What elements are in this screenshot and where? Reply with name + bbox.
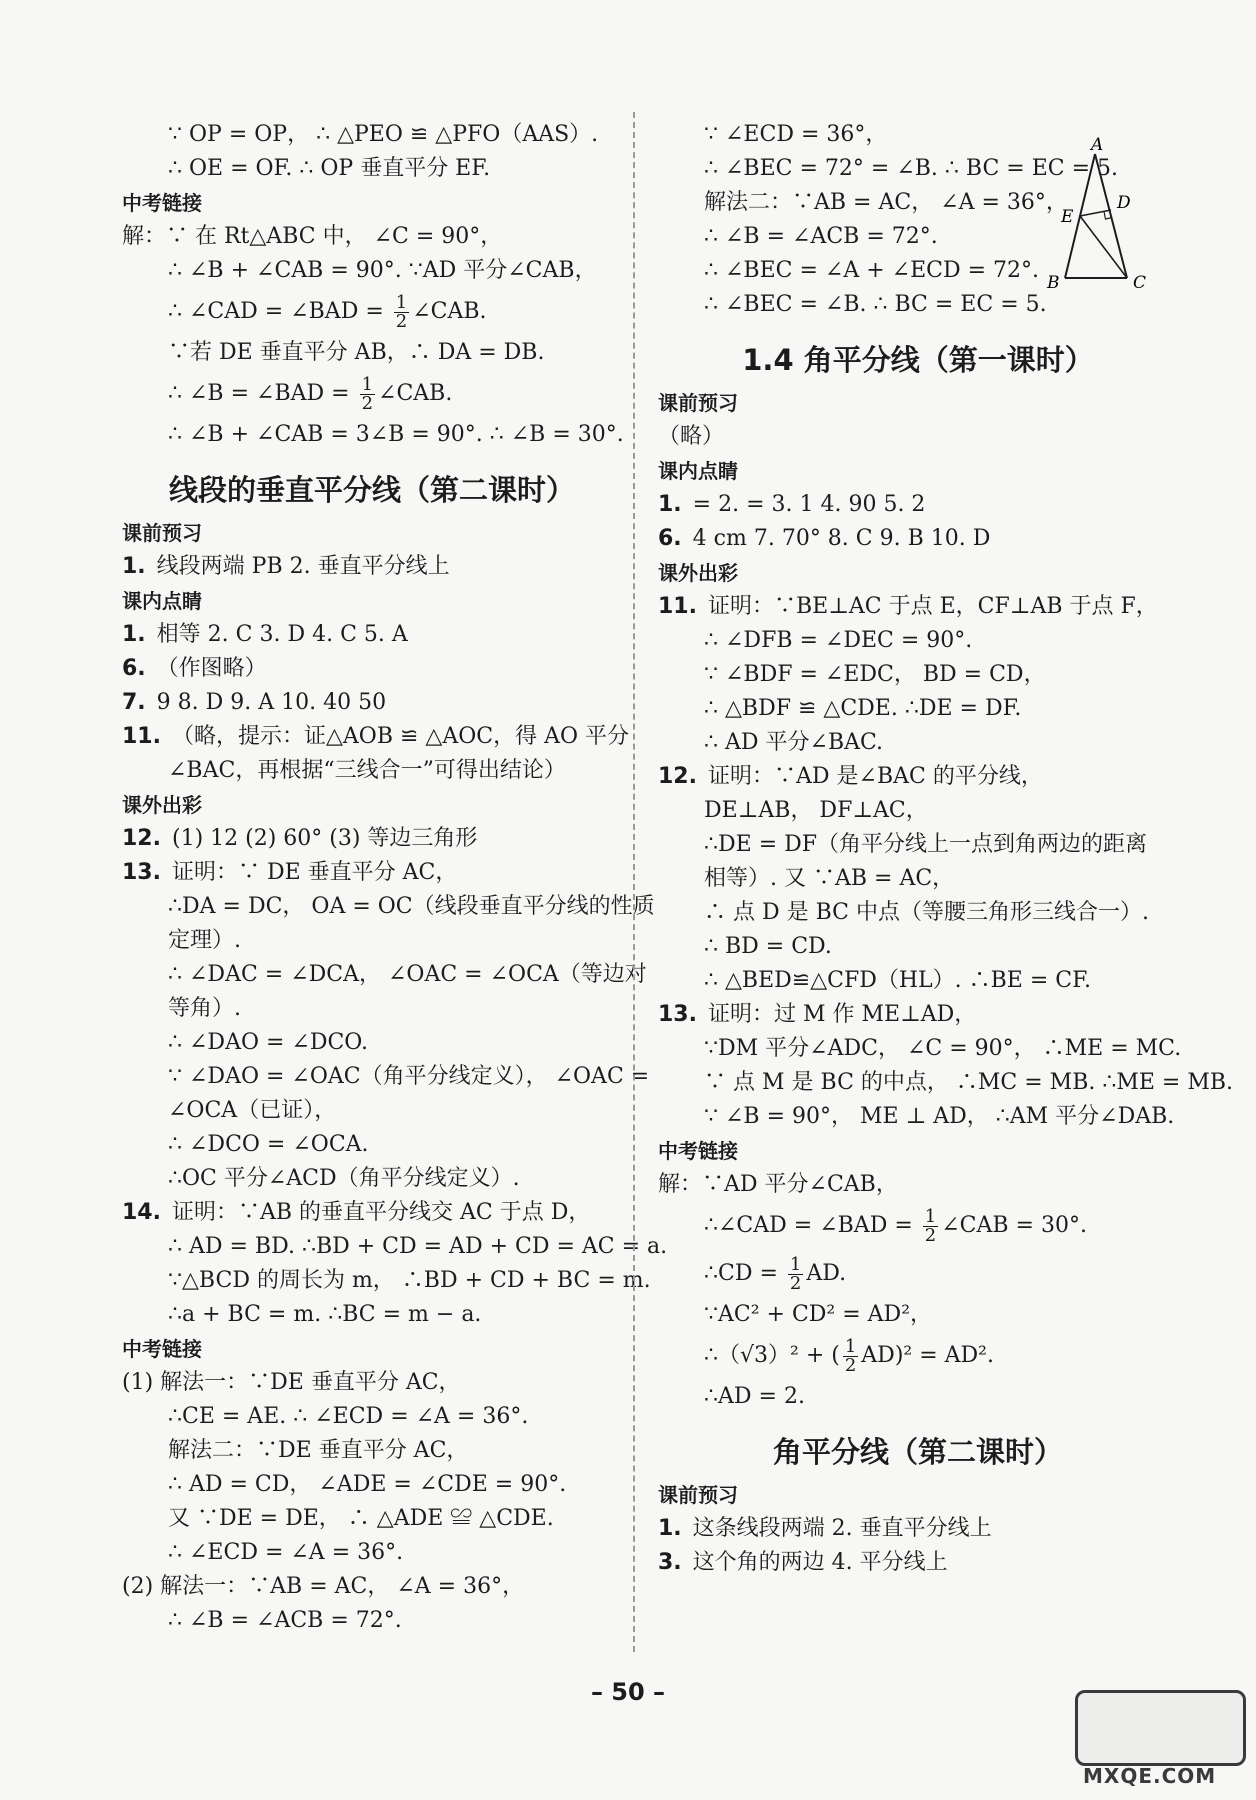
answer-line [122, 1196, 622, 1230]
fraction-numerator: 1 [361, 373, 374, 395]
answer-line [122, 1298, 622, 1332]
line-text: ∴DE = DF（角平分线上一点到角两边的距离 [704, 832, 1148, 857]
answer-line [658, 488, 1178, 522]
line-text: 相等 2. C 3. D 4. C 5. A [156, 622, 408, 647]
answer-line [122, 856, 622, 890]
answer-line [122, 550, 622, 584]
answer-line [658, 828, 1178, 862]
answer-line [122, 220, 622, 254]
lesson-title: 1.4 角平分线（第一课时） [742, 343, 1094, 377]
line-text: ∵ OP = OP， ∴ △PEO ≌ △PFO（AAS）. [168, 122, 599, 147]
item-number: 11. [122, 724, 161, 749]
line-text: ∴ ∠DAC = ∠DCA， ∠OAC = ∠OCA（等边对 [168, 962, 647, 987]
answer-line [658, 1066, 1234, 1100]
answer-line [122, 1536, 622, 1570]
answer-line [122, 1570, 622, 1604]
section-heading: 中考链接 [122, 191, 202, 215]
item-number: 14. [122, 1200, 161, 1225]
fraction [843, 1335, 858, 1376]
line-text: ∴ ∠DFB = ∠DEC = 90°. [704, 628, 973, 653]
watermark-logo [1075, 1690, 1240, 1790]
answer-line [122, 1128, 622, 1162]
line-text: AD)² = AD². [861, 1343, 994, 1368]
line-text: ∠CAB. [378, 381, 453, 406]
lesson-title: 角平分线（第二课时） [772, 1435, 1063, 1469]
answer-line [658, 522, 1178, 556]
fraction [394, 291, 409, 332]
line-text: （略，提示：证△AOB ≌ △AOC，得 AO 平分 [171, 724, 630, 749]
answer-line [122, 822, 622, 856]
line-text: ∴ ∠DAO = ∠DCO. [168, 1030, 369, 1055]
answer-line [122, 1060, 650, 1094]
item-number: 12. [122, 826, 161, 851]
line-text: ∵△BCD 的周长为 m， ∴BD + CD + BC = m. [168, 1268, 651, 1293]
section-heading: 课内点睛 [122, 589, 202, 613]
section-heading: 中考链接 [658, 1139, 738, 1163]
answer-line [658, 794, 1178, 828]
line-text: 解法二：∵AB = AC， ∠A = 36°， [704, 190, 1068, 215]
answer-line [658, 1298, 1178, 1332]
line-text: ∴DA = DC， OA = OC（线段垂直平分线的性质 [168, 894, 655, 919]
answer-line [122, 288, 622, 336]
item-number: 12. [658, 764, 697, 789]
line-text: ∴ ∠BEC = 72° = ∠B. ∴ BC = EC = 5. [704, 156, 1119, 181]
line-text: 这条线段两端 2. 垂直平分线上 [692, 1516, 992, 1541]
answer-line [122, 924, 622, 958]
section-heading: 课前预习 [658, 1483, 738, 1507]
line-text: ∴ △BED≌△CFD（HL）. ∴BE = CF. [704, 968, 1091, 993]
line-text: 线段两端 PB 2. 垂直平分线上 [156, 554, 450, 579]
item-number: 6. [122, 656, 146, 681]
answer-line [122, 1026, 622, 1060]
item-number: 1. [658, 492, 682, 517]
line-text: 解：∵ 在 Rt△ABC 中， ∠C = 90°， [122, 224, 503, 249]
answer-line [122, 652, 622, 686]
answer-line [658, 1100, 1178, 1134]
item-number: 13. [658, 1002, 697, 1027]
answer-line [658, 1332, 1178, 1380]
answer-line [658, 726, 1178, 760]
line-text: ∠OCA（已证）， [168, 1098, 337, 1123]
answer-line [122, 618, 622, 652]
answer-line [122, 118, 622, 152]
line-text: ∴ 点 D 是 BC 中点（等腰三角形三线合一）. [704, 900, 1150, 925]
item-number: 7. [122, 690, 146, 715]
answer-line [122, 370, 622, 418]
line-text: ∴ BD = CD. [704, 934, 832, 959]
line-text: AD. [806, 1261, 847, 1286]
fraction-denominator: 2 [361, 392, 374, 414]
line-text: ∵AC² + CD² = AD²， [704, 1302, 933, 1327]
line-text: ∴a + BC = m. ∴BC = m − a. [168, 1302, 482, 1327]
item-number: 1. [658, 1516, 682, 1541]
fraction [923, 1205, 938, 1246]
line-text: ∵ ∠B = 90°， ME ⊥ AD， ∴AM 平分∠DAB. [704, 1104, 1175, 1129]
item-number: 11. [658, 594, 697, 619]
line-text: ∵ 点 M 是 BC 的中点， ∴MC = MB. ∴ME = MB. [704, 1070, 1234, 1095]
answer-line [122, 1434, 622, 1468]
line-text: ∵ ∠BDF = ∠EDC， BD = CD， [704, 662, 1046, 687]
line-text: 4 cm 7. 70° 8. C 9. B 10. D [692, 526, 991, 551]
label-e: E [1061, 207, 1074, 227]
answer-line [658, 930, 1178, 964]
line-text: ∵ ∠DAO = ∠OAC（角平分线定义）， ∠OAC = [168, 1064, 650, 1089]
line-text: ∴∠CAD = ∠BAD = [704, 1213, 920, 1238]
answer-line [658, 1250, 1178, 1298]
answer-line [658, 1168, 1178, 1202]
section-heading: 课前预习 [122, 521, 202, 545]
answer-line [658, 658, 1178, 692]
answer-line [122, 1366, 622, 1400]
section-heading: 中考链接 [122, 1337, 202, 1361]
line-text: 这个角的两边 4. 平分线上 [692, 1550, 948, 1575]
label-a: A [1091, 135, 1104, 155]
answer-line [122, 254, 622, 288]
answer-line [122, 1162, 622, 1196]
line-text: 9 8. D 9. A 10. 40 50 [156, 690, 387, 715]
label-b: B [1047, 273, 1060, 293]
line-text: ∴ ∠B + ∠CAB = 90°. ∵AD 平分∠CAB， [168, 258, 597, 283]
line-text: （略） [658, 424, 725, 449]
watermark-site: MXQE.COM [1083, 1764, 1217, 1788]
section-heading: 课外出彩 [122, 793, 202, 817]
section-heading: 课内点睛 [658, 459, 738, 483]
answer-line [658, 1032, 1182, 1066]
line-text: ∠BAC，再根据“三线合一”可得出结论） [168, 758, 566, 783]
answer-line [122, 1264, 651, 1298]
answer-line [658, 760, 1178, 794]
line-text: 等角）. [168, 996, 241, 1021]
watermark-brand-mark [1075, 1690, 1246, 1766]
section-heading: 课外出彩 [658, 561, 738, 585]
line-text: ∴ ∠BEC = ∠A + ∠ECD = 72°. [704, 258, 1040, 283]
line-text: (1) 12 (2) 60° (3) 等边三角形 [171, 826, 478, 851]
fraction-denominator: 2 [395, 310, 408, 332]
answer-line [122, 418, 622, 452]
section-heading: 课前预习 [658, 391, 738, 415]
answer-line [122, 992, 622, 1026]
line-text: ∴CD = [704, 1261, 785, 1286]
fraction-numerator: 1 [395, 291, 408, 313]
line-text: ∠CAB. [412, 299, 487, 324]
line-text: 证明：∵ DE 垂直平分 AC， [171, 860, 458, 885]
fraction-numerator: 1 [789, 1253, 802, 1275]
line-text: ∴AD = 2. [704, 1384, 805, 1409]
answer-line [658, 1380, 1178, 1414]
segment-ed [1080, 210, 1111, 216]
fraction-numerator: 1 [844, 1335, 857, 1357]
line-text: ∴OC 平分∠ACD（角平分线定义）. [168, 1166, 520, 1191]
line-text: ∴ ∠B = ∠BAD = [168, 381, 357, 406]
line-text: ∴ ∠B + ∠CAB = 3∠B = 90°. ∴ ∠B = 30°. [168, 422, 624, 447]
item-number: 1. [122, 554, 146, 579]
line-text: ∴ ∠DCO = ∠OCA. [168, 1132, 369, 1157]
answer-line [658, 998, 1178, 1032]
answer-line [658, 1512, 1178, 1546]
answer-line [658, 896, 1178, 930]
side-ac [1095, 154, 1127, 278]
line-text: 证明：∵AB 的垂直平分线交 AC 于点 D， [171, 1200, 591, 1225]
line-text: ∴ OE = OF. ∴ OP 垂直平分 EF. [168, 156, 491, 181]
fraction-denominator: 2 [789, 1272, 802, 1294]
line-text: ∴（√3）² + ( [704, 1343, 840, 1368]
fraction [788, 1253, 803, 1294]
line-text: ∴ ∠B = ∠ACB = 72°. [168, 1608, 402, 1633]
right-column [658, 118, 1234, 1580]
answer-line [658, 624, 1178, 658]
answer-line [122, 1230, 668, 1264]
column-divider [633, 112, 635, 1652]
line-text: ∴ ∠CAD = ∠BAD = [168, 299, 391, 324]
line-text: ∴ ∠BEC = ∠B. ∴ BC = EC = 5. [704, 292, 1047, 317]
line-text: ∵DM 平分∠ADC， ∠C = 90°， ∴ME = MC. [704, 1036, 1182, 1061]
item-number: 6. [658, 526, 682, 551]
answer-line [658, 1546, 1178, 1580]
line-text: ∴CE = AE. ∴ ∠ECD = ∠A = 36°. [168, 1404, 529, 1429]
label-d: D [1117, 193, 1131, 213]
answer-line [658, 288, 1178, 322]
line-text: ∴ AD = BD. ∴BD + CD = AD + CD = AC = a. [168, 1234, 668, 1259]
answer-line [122, 890, 655, 924]
lesson-title: 线段的垂直平分线（第二课时） [168, 473, 575, 507]
line-text: 证明：过 M 作 ME⊥AD， [707, 1002, 977, 1027]
line-text: ∴ AD = CD， ∠ADE = ∠CDE = 90°. [168, 1472, 567, 1497]
answer-line [122, 1094, 622, 1128]
line-text: 定理）. [168, 928, 241, 953]
page-number: – 50 – [590, 1678, 666, 1706]
line-text: 相等）. 又 ∵AB = AC， [704, 866, 955, 891]
answer-line [122, 336, 622, 370]
fraction-denominator: 2 [844, 1354, 857, 1376]
answer-line [122, 754, 622, 788]
answer-line [122, 720, 630, 754]
line-text: ∴ ∠ECD = ∠A = 36°. [168, 1540, 404, 1565]
line-text: (1) 解法一：∵DE 垂直平分 AC， [122, 1370, 461, 1395]
answer-line [122, 958, 647, 992]
answer-line [658, 420, 1178, 454]
answer-line [122, 1400, 622, 1434]
fraction [360, 373, 375, 414]
answer-line [658, 590, 1178, 624]
line-text: ∴ AD 平分∠BAC. [704, 730, 884, 755]
fraction-numerator: 1 [924, 1205, 937, 1227]
line-text: （作图略） [156, 656, 267, 681]
answer-line [658, 862, 1178, 896]
answer-line [122, 1468, 622, 1502]
answer-line [658, 692, 1178, 726]
line-text: ∵若 DE 垂直平分 AB，∴ DA = DB. [168, 340, 545, 365]
line-text: (2) 解法一：∵AB = AC， ∠A = 36°， [122, 1574, 525, 1599]
line-text: 解法二：∵DE 垂直平分 AC， [168, 1438, 469, 1463]
label-c: C [1133, 273, 1147, 293]
triangle-figure [1043, 135, 1155, 293]
line-text: 证明：∵AD 是∠BAC 的平分线， [707, 764, 1043, 789]
answer-line [122, 686, 622, 720]
answer-line [122, 1502, 622, 1536]
answer-line [122, 152, 622, 186]
item-number: 13. [122, 860, 161, 885]
line-text: = 2. = 3. 1 4. 90 5. 2 [692, 492, 926, 517]
answer-line [658, 964, 1178, 998]
line-text: 解：∵AD 平分∠CAB， [658, 1172, 898, 1197]
item-number: 3. [658, 1550, 682, 1575]
fraction-denominator: 2 [924, 1224, 937, 1246]
answer-line [122, 1604, 622, 1638]
line-text: ∴ ∠B = ∠ACB = 72°. [704, 224, 938, 249]
line-text: ∵ ∠ECD = 36°， [704, 122, 888, 147]
line-text: 又 ∵DE = DE， ∴ △ADE ≌ △CDE. [168, 1506, 554, 1531]
item-number: 1. [122, 622, 146, 647]
line-text: ∠CAB = 30°. [941, 1213, 1087, 1238]
line-text: DE⊥AB， DF⊥AC， [704, 798, 928, 823]
left-column [122, 118, 668, 1638]
line-text: 证明：∵BE⊥AC 于点 E，CF⊥AB 于点 F， [707, 594, 1158, 619]
line-text: ∴ △BDF ≌ △CDE. ∴DE = DF. [704, 696, 1022, 721]
answer-line [658, 1202, 1178, 1250]
